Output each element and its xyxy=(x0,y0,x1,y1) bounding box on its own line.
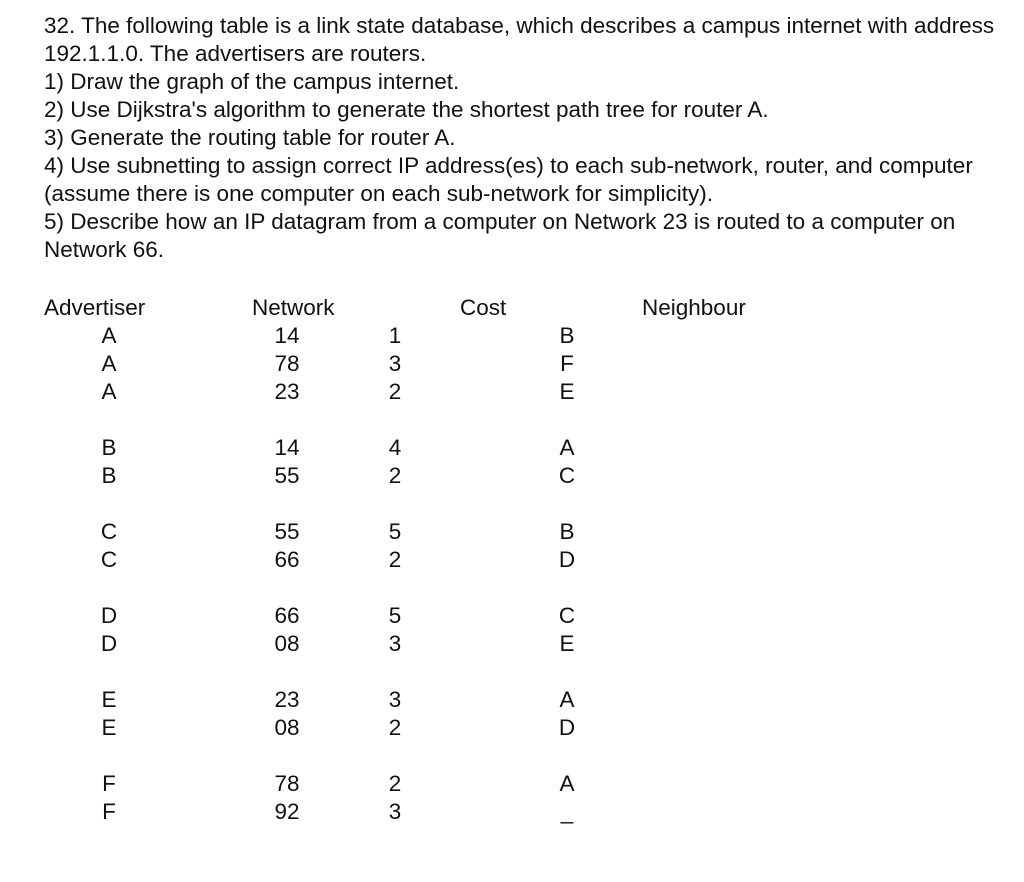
advertiser-cell: B xyxy=(101,435,117,460)
header-network: Network xyxy=(252,295,335,320)
table-row xyxy=(0,546,1024,574)
network-cell: 78 xyxy=(274,351,300,376)
neighbour-cell: A xyxy=(559,771,575,796)
advertiser-cell: D xyxy=(100,603,118,628)
advertiser-cell: F xyxy=(102,799,116,824)
advertiser-cell: F xyxy=(102,771,116,796)
network-cell: 55 xyxy=(274,519,300,544)
question-item-5: 5) Describe how an IP datagram from a computer on Network 23 is routed to a computer on Network 66. xyxy=(44,209,956,262)
table-row xyxy=(0,518,1024,546)
table-row xyxy=(0,630,1024,658)
cost-cell: 2 xyxy=(388,379,402,404)
network-cell: 08 xyxy=(274,715,300,740)
advertiser-cell: E xyxy=(101,687,117,712)
neighbour-cell: _ xyxy=(560,799,574,824)
network-cell: 14 xyxy=(274,435,300,460)
table-row xyxy=(0,350,1024,378)
neighbour-cell: C xyxy=(558,603,576,628)
advertiser-cell: A xyxy=(101,351,117,376)
cost-cell: 2 xyxy=(388,547,402,572)
network-cell: 14 xyxy=(274,323,300,348)
network-cell: 66 xyxy=(274,603,300,628)
question-item-1: 1) Draw the graph of the campus internet. xyxy=(44,69,460,94)
link-state-table xyxy=(0,290,1024,850)
header-cost: Cost xyxy=(460,295,507,320)
table-row xyxy=(0,686,1024,714)
network-cell: 23 xyxy=(274,379,300,404)
network-cell: 08 xyxy=(274,631,300,656)
network-cell: 23 xyxy=(274,687,300,712)
advertiser-cell: D xyxy=(100,631,118,656)
table-row xyxy=(0,714,1024,742)
neighbour-cell: E xyxy=(559,379,575,404)
neighbour-cell: A xyxy=(559,687,575,712)
header-advertiser: Advertiser xyxy=(44,295,146,320)
cost-cell: 2 xyxy=(388,463,402,488)
neighbour-cell: F xyxy=(560,351,574,376)
advertiser-cell: E xyxy=(101,715,117,740)
advertiser-cell: C xyxy=(100,519,118,544)
network-cell: 66 xyxy=(274,547,300,572)
table-row xyxy=(0,378,1024,406)
cost-cell: 5 xyxy=(388,519,402,544)
table-row xyxy=(0,602,1024,630)
table-row xyxy=(0,322,1024,350)
table-row xyxy=(0,770,1024,798)
cost-cell: 5 xyxy=(388,603,402,628)
network-cell: 78 xyxy=(274,771,300,796)
neighbour-cell: A xyxy=(559,435,575,460)
question-intro: 32. The following table is a link state database, which describes a campus internet with address 192.1.1.0. The advertisers are routers. xyxy=(44,13,995,66)
cost-cell: 2 xyxy=(388,715,402,740)
neighbour-cell: B xyxy=(559,519,575,544)
advertiser-cell: A xyxy=(101,379,117,404)
neighbour-cell: C xyxy=(558,463,576,488)
advertiser-cell: C xyxy=(100,547,118,572)
question-item-3: 3) Generate the routing table for router A. xyxy=(44,125,456,150)
header-neighbour: Neighbour xyxy=(642,295,746,320)
neighbour-cell: D xyxy=(558,547,576,572)
neighbour-cell: B xyxy=(559,323,575,348)
cost-cell: 3 xyxy=(388,631,402,656)
cost-cell: 4 xyxy=(388,435,402,460)
table-row xyxy=(0,434,1024,462)
question-item-4: 4) Use subnetting to assign correct IP address(es) to each sub-network, router, and computer (assume there is one computer on each sub-network for simplicity). xyxy=(44,153,973,206)
advertiser-cell: B xyxy=(101,463,117,488)
table-row xyxy=(0,798,1024,826)
neighbour-cell: D xyxy=(558,715,576,740)
advertiser-cell: A xyxy=(101,323,117,348)
network-cell: 92 xyxy=(274,799,300,824)
cost-cell: 3 xyxy=(388,351,402,376)
network-cell: 55 xyxy=(274,463,300,488)
cost-cell: 3 xyxy=(388,687,402,712)
cost-cell: 1 xyxy=(388,323,402,348)
table-row xyxy=(0,462,1024,490)
cost-cell: 3 xyxy=(388,799,402,824)
question-text xyxy=(44,12,1004,264)
question-item-2: 2) Use Dijkstra's algorithm to generate the shortest path tree for router A. xyxy=(44,97,769,122)
cost-cell: 2 xyxy=(388,771,402,796)
neighbour-cell: E xyxy=(559,631,575,656)
